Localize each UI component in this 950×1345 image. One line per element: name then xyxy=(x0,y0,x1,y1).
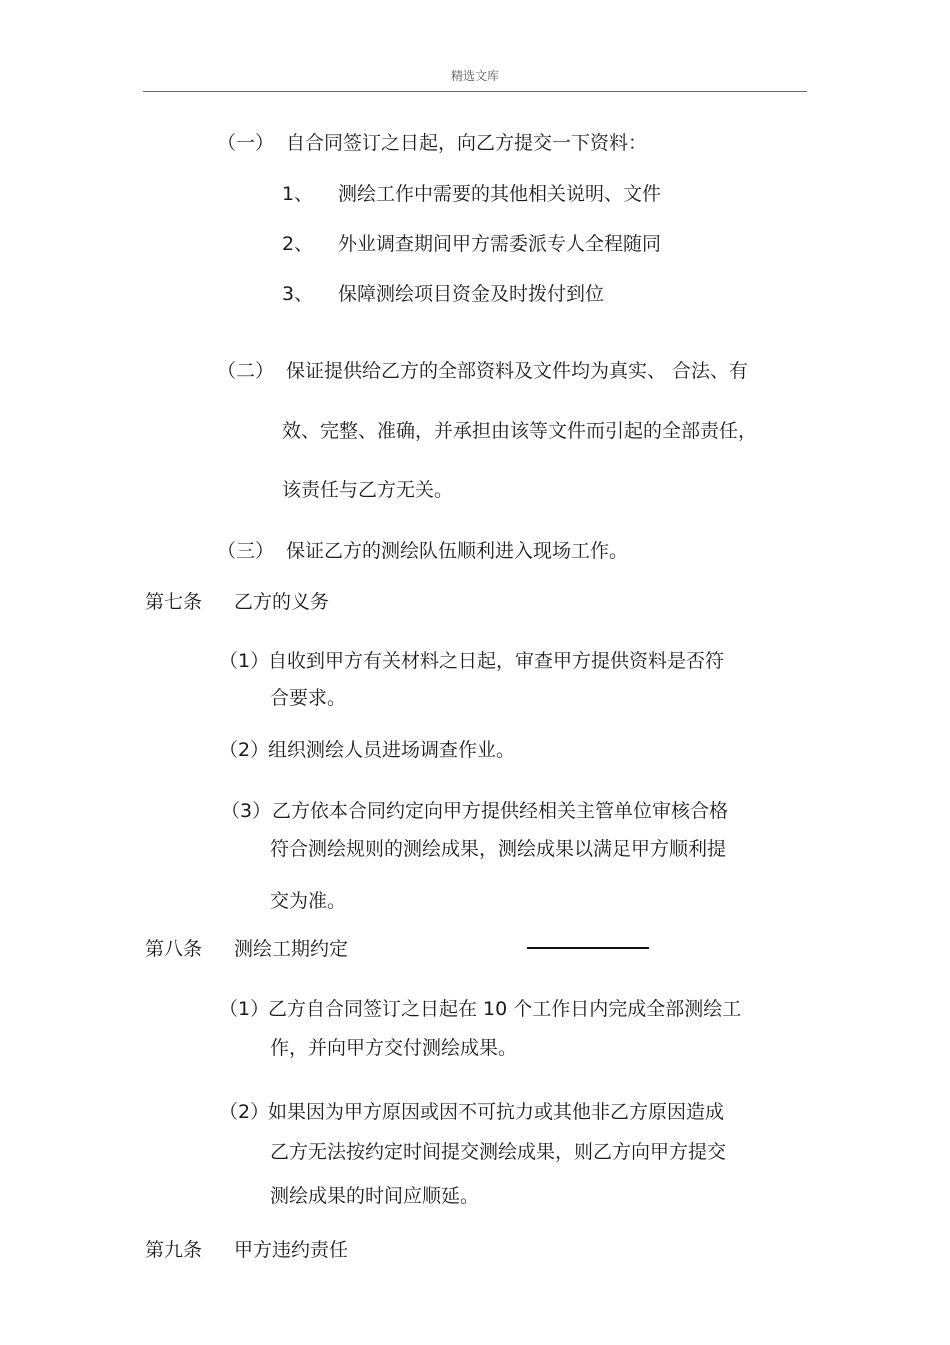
clause-label: （2） xyxy=(219,739,270,761)
clause-label: （1） xyxy=(219,998,270,1020)
section-2-label: （二） xyxy=(217,360,275,382)
section-2-line: 该责任与乙方无关。 xyxy=(282,479,454,501)
article-9-number: 第九条 xyxy=(145,1239,203,1261)
list-item-number: 2、 xyxy=(282,233,314,255)
section-3-label: （三） xyxy=(217,540,275,562)
list-item-text: 外业调查期间甲方需委派专人全程随同 xyxy=(338,233,662,255)
clause-line: 乙方自合同签订之日起在 10 个工作日内完成全部测绘工 xyxy=(268,998,742,1020)
clause-line: 自收到甲方有关材料之日起，审查甲方提供资料是否符 xyxy=(268,650,725,672)
clause-line: 交为准。 xyxy=(270,890,347,912)
list-item-number: 3、 xyxy=(282,283,314,305)
clause-line: 乙方依本合同约定向甲方提供经相关主管单位审核合格 xyxy=(272,800,729,822)
article-8-title: 测绘工期约定 xyxy=(234,938,349,960)
list-item-number: 1、 xyxy=(282,183,314,205)
clause-line: 乙方无法按约定时间提交测绘成果，则乙方向甲方提交 xyxy=(270,1141,727,1163)
article-9-title: 甲方违约责任 xyxy=(234,1239,349,1261)
header-rule xyxy=(143,91,807,92)
article-8-number: 第八条 xyxy=(145,938,203,960)
list-item-text: 测绘工作中需要的其他相关说明、文件 xyxy=(338,183,662,205)
clause-label: （1） xyxy=(219,650,270,672)
section-3-text: 保证乙方的测绘队伍顺利进入现场工作。 xyxy=(286,540,629,562)
section-1-label: （一） xyxy=(217,132,275,154)
article-7-number: 第七条 xyxy=(145,591,203,613)
clause-line: 如果因为甲方原因或因不可抗力或其他非乙方原因造成 xyxy=(268,1101,725,1123)
clause-line: 作，并向甲方交付测绘成果。 xyxy=(270,1037,518,1059)
section-2-line: 效、完整、准确，并承担由该等文件而引起的全部责任， xyxy=(282,420,758,442)
clause-label: （3） xyxy=(221,800,272,822)
section-2-line: 保证提供给乙方的全部资料及文件均为真实、 合法、有 xyxy=(286,360,749,382)
article-7-title: 乙方的义务 xyxy=(234,591,330,613)
clause-line: 符合测绘规则的测绘成果，测绘成果以满足甲方顺利提 xyxy=(270,838,727,860)
clause-line: 组织测绘人员进场调查作业。 xyxy=(268,739,516,761)
page-header-title: 精选文库 xyxy=(450,69,499,83)
list-item-text: 保障测绘项目资金及时拨付到位 xyxy=(338,283,605,305)
blank-underline xyxy=(527,947,649,949)
section-1-text: 自合同签订之日起，向乙方提交一下资料： xyxy=(286,132,648,154)
clause-label: （2） xyxy=(219,1101,270,1123)
clause-line: 测绘成果的时间应顺延。 xyxy=(270,1185,480,1207)
clause-line: 合要求。 xyxy=(270,687,347,709)
